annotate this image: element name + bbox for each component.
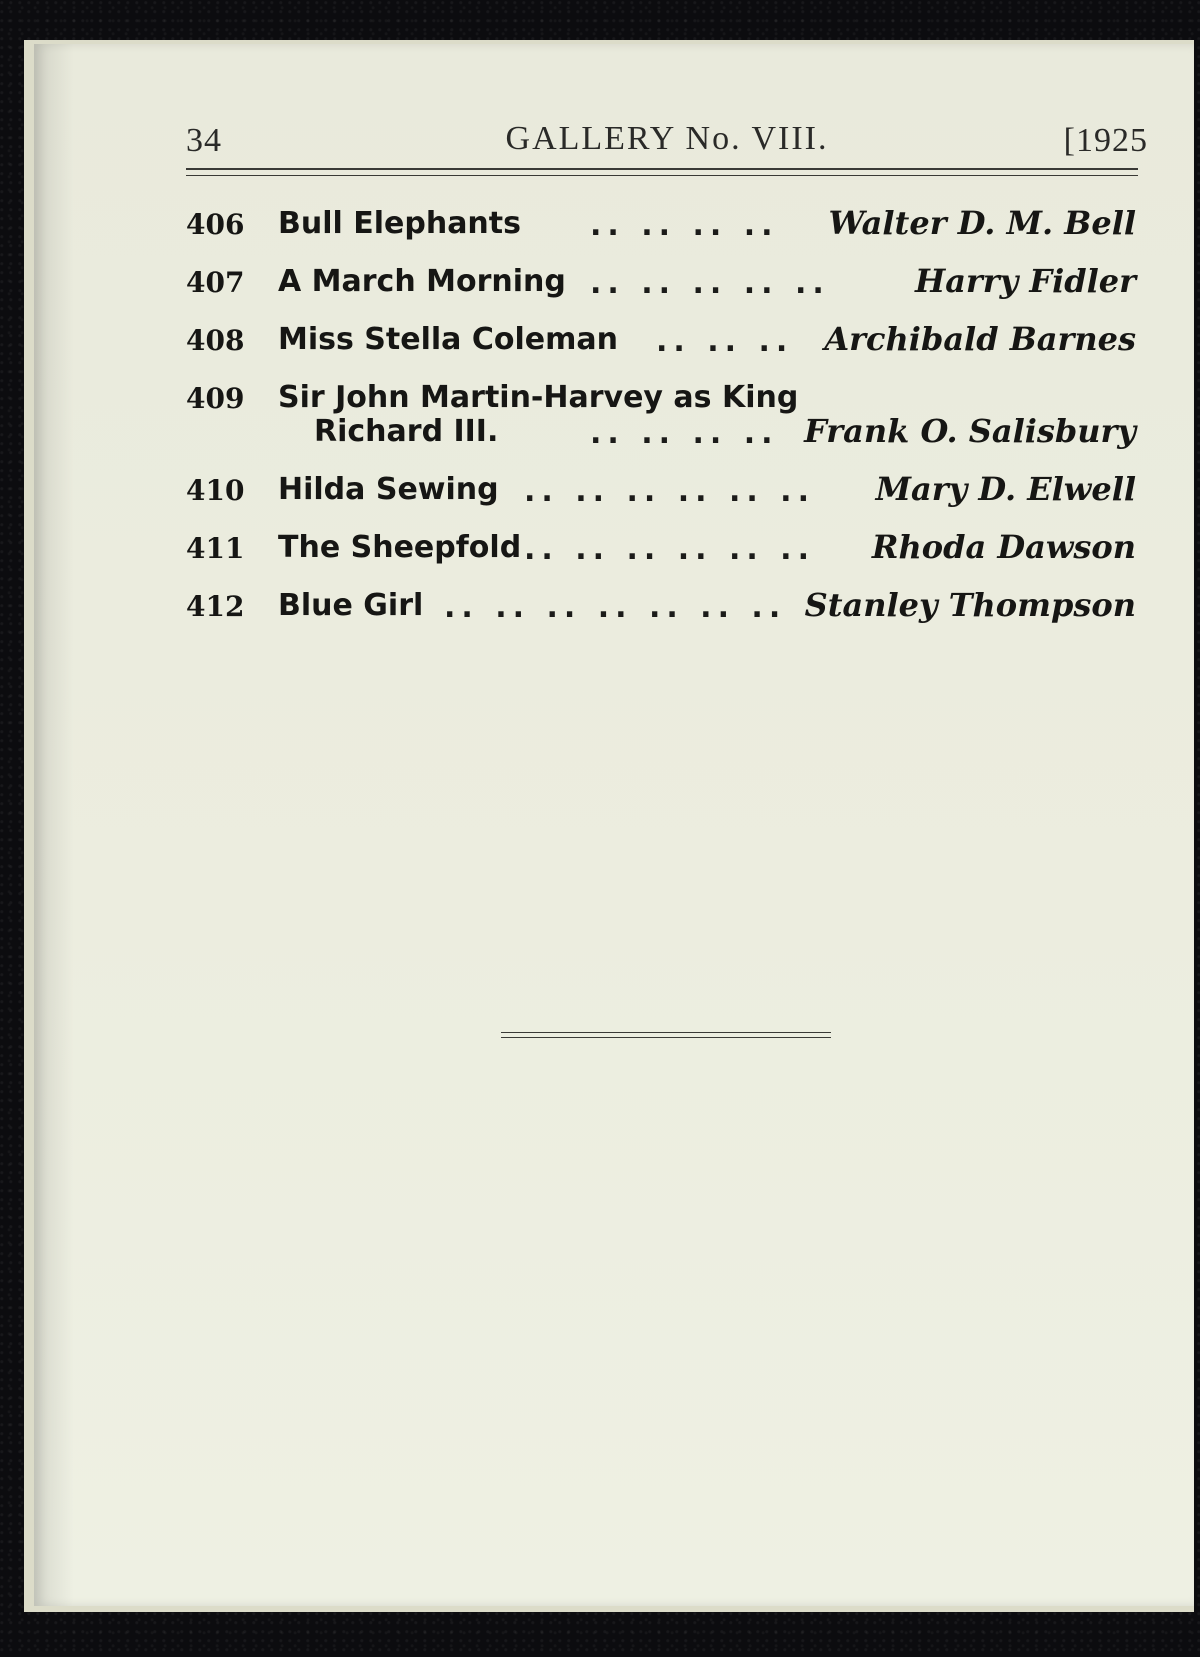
entry-artist: Mary D. Elwell	[875, 470, 1136, 508]
entry-artist: Harry Fidler	[914, 262, 1136, 300]
entry-number: 407	[186, 266, 245, 299]
entry-artist: Frank O. Salisbury	[804, 412, 1136, 450]
entry-row	[186, 582, 1146, 640]
entry-row	[186, 200, 1146, 258]
header-rule	[186, 168, 1138, 176]
dot-leader: .. .. .. .. .. .. ..	[444, 590, 787, 625]
entry-title: A March Morning	[278, 264, 566, 299]
page-number: 34	[186, 122, 222, 159]
dot-leader: .. .. .. ..	[590, 208, 779, 243]
entry-title: Hilda Sewing	[278, 472, 499, 507]
entry-row	[186, 316, 1146, 374]
gallery-title: GALLERY No. VIII.	[505, 120, 829, 157]
entry-row	[186, 258, 1146, 316]
entry-number: 411	[186, 532, 245, 565]
entry-artist: Rhoda Dawson	[871, 528, 1136, 566]
dot-leader: .. .. .. .. .. ..	[524, 474, 815, 509]
entry-number: 408	[186, 324, 245, 357]
entry-artist: Archibald Barnes	[824, 320, 1136, 358]
dot-leader: .. .. .. ..	[590, 416, 779, 451]
section-end-rule	[501, 1032, 831, 1038]
entry-row	[186, 466, 1146, 524]
entry-number: 409	[186, 382, 245, 415]
entry-row	[186, 524, 1146, 582]
entry-title: Sir John Martin-Harvey as King	[278, 380, 799, 415]
entry-artist: Stanley Thompson	[804, 586, 1136, 624]
entry-number: 412	[186, 590, 245, 623]
entry-title: Blue Girl	[278, 588, 424, 623]
running-header	[186, 112, 1148, 162]
catalogue-year: [1925	[1063, 122, 1148, 159]
entry-title: Miss Stella Coleman	[278, 322, 618, 357]
entry-title-continued: Richard III.	[314, 414, 499, 449]
entry-list	[186, 200, 1146, 640]
entry-title: Bull Elephants	[278, 206, 521, 241]
entry-number: 410	[186, 474, 245, 507]
entry-number: 406	[186, 208, 245, 241]
entry-artist: Walter D. M. Bell	[828, 204, 1136, 242]
dot-leader: .. .. .. .. ..	[590, 266, 830, 301]
entry-title: The Sheepfold	[278, 530, 522, 565]
dot-leader: .. .. ..	[656, 324, 794, 359]
dot-leader: .. .. .. .. .. ..	[524, 532, 815, 567]
entry-row	[186, 374, 1146, 466]
